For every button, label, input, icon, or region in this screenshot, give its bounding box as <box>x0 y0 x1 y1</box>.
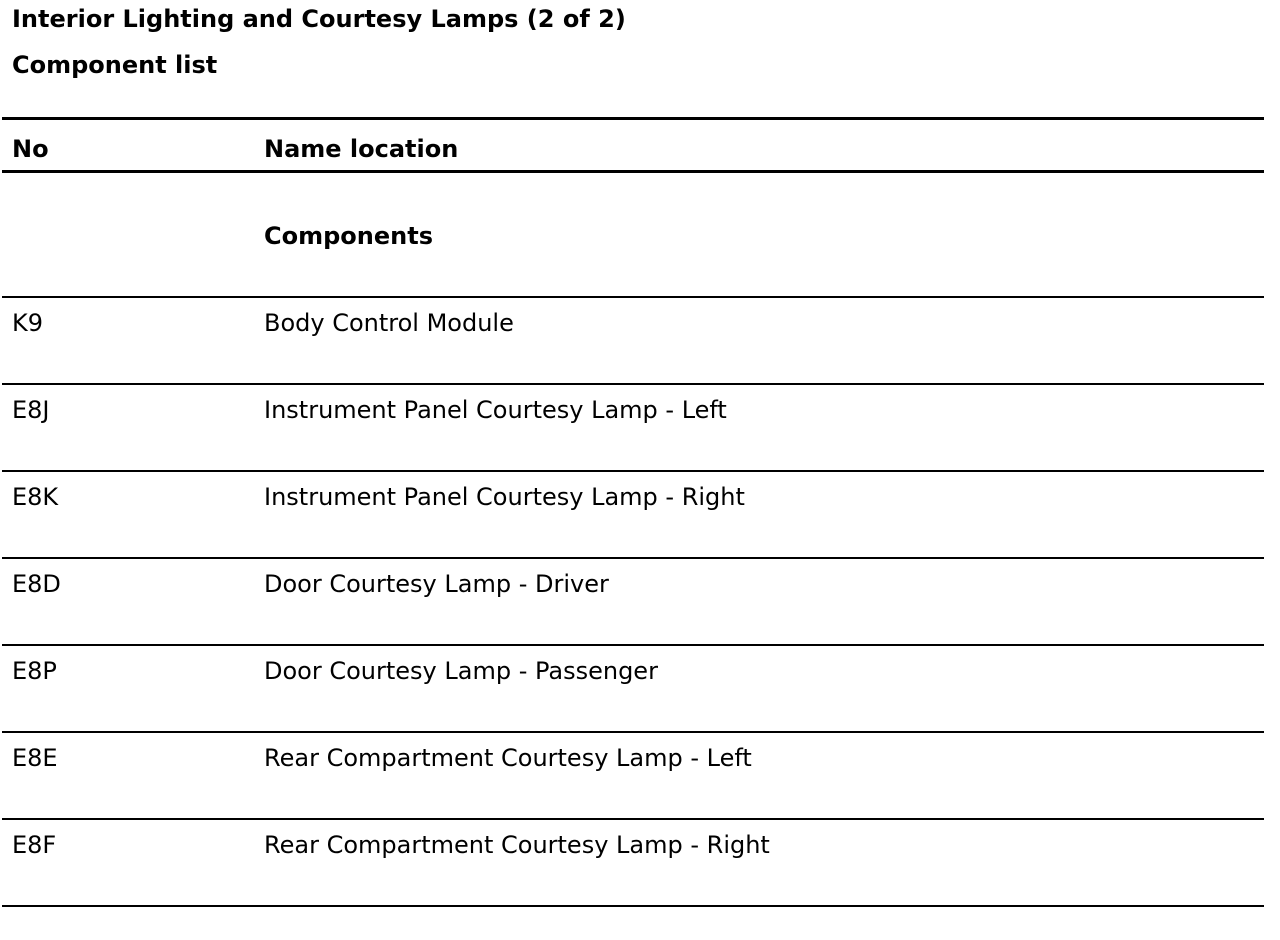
component-number: E8P <box>12 656 57 685</box>
component-name: Rear Compartment Courtesy Lamp - Right <box>264 830 770 859</box>
table-header-row <box>2 119 1264 172</box>
component-number: K9 <box>12 308 44 337</box>
component-table <box>2 117 1264 907</box>
component-number: E8J <box>12 395 50 424</box>
group-no-cell <box>2 172 264 297</box>
table-row <box>2 732 1264 819</box>
component-number: E8E <box>12 743 58 772</box>
page-title: Interior Lighting and Courtesy Lamps (2 of 2) <box>12 5 626 33</box>
column-header-no: No <box>12 135 49 163</box>
table-row <box>2 558 1264 645</box>
section-title: Component list <box>12 51 218 79</box>
table-row <box>2 384 1264 471</box>
table-body <box>2 172 1264 906</box>
component-name: Rear Compartment Courtesy Lamp - Left <box>264 743 752 772</box>
component-number: E8K <box>12 482 59 511</box>
column-header-name-location: Name location <box>264 135 459 163</box>
component-number: E8D <box>12 569 61 598</box>
component-name: Instrument Panel Courtesy Lamp - Left <box>264 395 727 424</box>
component-name: Body Control Module <box>264 308 514 337</box>
component-name: Instrument Panel Courtesy Lamp - Right <box>264 482 745 511</box>
component-name: Door Courtesy Lamp - Driver <box>264 569 609 598</box>
component-name: Door Courtesy Lamp - Passenger <box>264 656 658 685</box>
table-group-row <box>2 172 1264 297</box>
group-label: Components <box>264 222 433 250</box>
component-number: E8F <box>12 830 57 859</box>
table-header <box>2 119 1264 172</box>
table-row <box>2 297 1264 384</box>
table-row <box>2 819 1264 906</box>
table-row <box>2 471 1264 558</box>
table-row <box>2 645 1264 732</box>
